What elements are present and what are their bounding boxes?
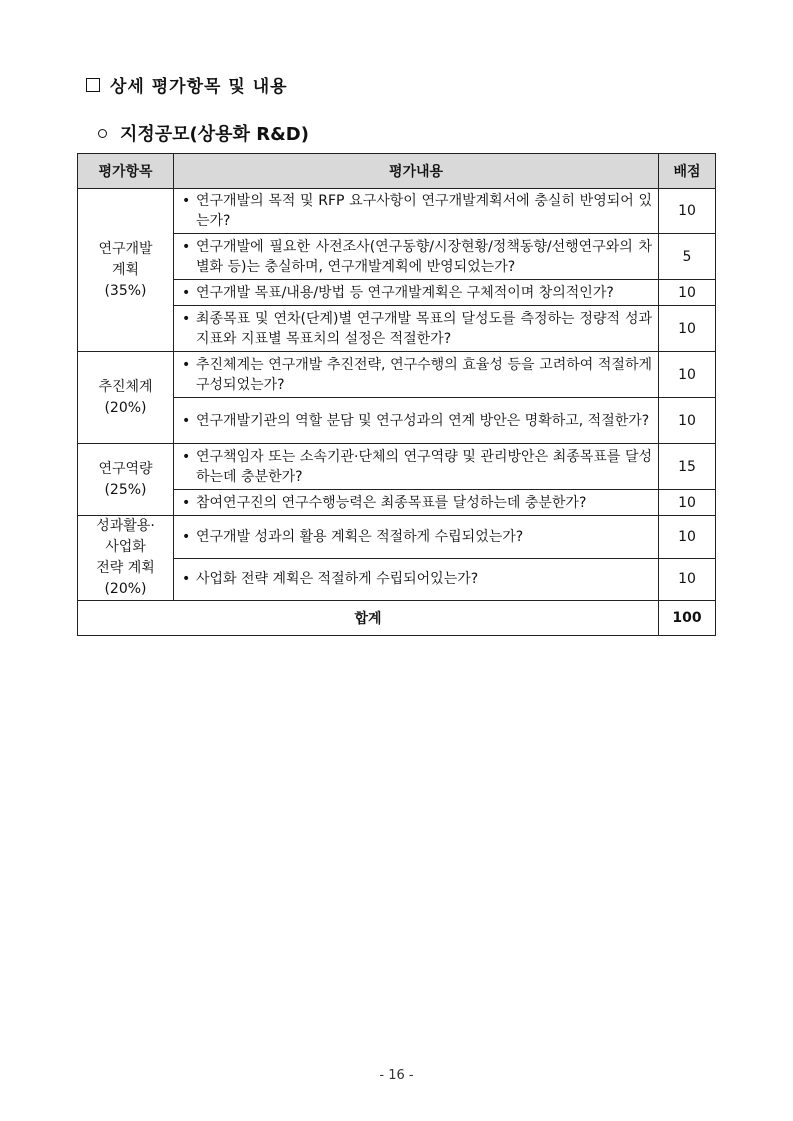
criterion-cell <box>174 444 659 490</box>
total-label: 합계 <box>78 601 659 636</box>
criterion-cell <box>174 490 659 516</box>
score-cell: 10 <box>659 189 716 234</box>
evaluation-table <box>77 153 716 636</box>
table-header-row <box>78 154 716 189</box>
table-row <box>78 398 716 444</box>
bullet-icon: • <box>182 571 191 588</box>
checkbox-square-icon <box>86 78 100 92</box>
category-line: 전략 계획 <box>96 560 155 576</box>
header-content: 평가내용 <box>174 154 659 189</box>
table-row <box>78 516 716 559</box>
table-row <box>78 490 716 516</box>
bullet-icon: • <box>182 284 191 301</box>
header-score: 배점 <box>659 154 716 189</box>
score-cell: 10 <box>659 280 716 306</box>
criterion-text: 연구개발에 필요한 사전조사(연구동향/시장현황/정책동향/선행연구와의 차별화 등)는 충실하며, 연구개발계획에 반영되었는가? <box>196 238 652 275</box>
criterion-text: 연구개발기관의 역할 분담 및 연구성과의 연계 방안은 명확하고, 적절한가? <box>196 412 650 429</box>
criterion-cell <box>174 189 659 234</box>
table-row <box>78 234 716 280</box>
criterion-cell <box>174 558 659 601</box>
bullet-icon: • <box>182 412 191 429</box>
criterion-text: 연구개발 목표/내용/방법 등 연구개발계획은 구체적이며 창의적인가? <box>196 284 614 301</box>
category-line: 연구역량 <box>98 460 153 477</box>
category-line: 연구개발 <box>98 240 153 257</box>
criterion-text: 추진체계는 연구개발 추진전략, 연구수행의 효율성 등을 고려하여 적절하게 구성되었는가? <box>196 356 652 393</box>
score-cell: 10 <box>659 306 716 352</box>
score-cell: 10 <box>659 516 716 559</box>
criterion-text: 연구개발 성과의 활용 계획은 적절하게 수립되었는가? <box>196 528 524 545</box>
criterion-cell <box>174 516 659 559</box>
bullet-icon: • <box>182 193 191 209</box>
circle-bullet-icon <box>98 129 107 138</box>
score-cell: 10 <box>659 558 716 601</box>
bullet-icon: • <box>182 448 191 465</box>
subsection-heading <box>98 120 309 146</box>
category-line: 계획 <box>111 261 140 278</box>
table-row <box>78 280 716 306</box>
category-line: (35%) <box>104 282 147 299</box>
section-heading <box>86 72 288 97</box>
criterion-text: 최종목표 및 연차(단계)별 연구개발 목표의 달성도를 측정하는 정량적 성과지표와 지표별 목표치의 설정은 적절한가? <box>196 310 652 347</box>
bullet-icon: • <box>182 494 191 511</box>
category-line: (20%) <box>104 399 147 416</box>
total-score: 100 <box>659 601 716 636</box>
section-heading-text: 상세 평가항목 및 내용 <box>110 77 288 97</box>
table-row <box>78 352 716 398</box>
category-line: 사업화 <box>105 539 146 555</box>
category-line: (25%) <box>104 481 147 498</box>
criterion-cell <box>174 306 659 352</box>
table-row <box>78 558 716 601</box>
total-row <box>78 601 716 636</box>
category-line: 성과활용· <box>96 518 155 534</box>
category-line: (20%) <box>104 581 147 597</box>
criterion-cell <box>174 398 659 444</box>
criterion-text: 연구책임자 또는 소속기관·단체의 연구역량 및 관리방안은 최종목표를 달성하는데 충분한가? <box>196 448 652 485</box>
criterion-text: 사업화 전략 계획은 적절하게 수립되어있는가? <box>196 571 479 588</box>
score-cell: 15 <box>659 444 716 490</box>
table-row <box>78 444 716 490</box>
category-line: 추진체계 <box>98 378 153 395</box>
criterion-cell <box>174 234 659 280</box>
criterion-text: 참여연구진의 연구수행능력은 최종목표를 달성하는데 충분한가? <box>196 494 587 511</box>
header-category: 평가항목 <box>78 154 174 189</box>
criterion-cell <box>174 280 659 306</box>
subsection-heading-text: 지정공모(상용화 R&D) <box>120 124 309 145</box>
score-cell: 5 <box>659 234 716 280</box>
score-cell: 10 <box>659 352 716 398</box>
table-row <box>78 306 716 352</box>
category-cell <box>78 352 174 444</box>
category-cell <box>78 516 174 601</box>
category-cell <box>78 444 174 516</box>
score-cell: 10 <box>659 490 716 516</box>
bullet-icon: • <box>182 238 191 255</box>
table-row <box>78 189 716 234</box>
bullet-icon: • <box>182 528 191 545</box>
score-cell: 10 <box>659 398 716 444</box>
bullet-icon: • <box>182 356 191 373</box>
criterion-cell <box>174 352 659 398</box>
category-cell <box>78 189 174 352</box>
criterion-text: 연구개발의 목적 및 RFP 요구사항이 연구개발계획서에 충실히 반영되어 있는가? <box>196 193 652 229</box>
bullet-icon: • <box>182 310 191 327</box>
page-number: - 16 - <box>379 1068 414 1083</box>
